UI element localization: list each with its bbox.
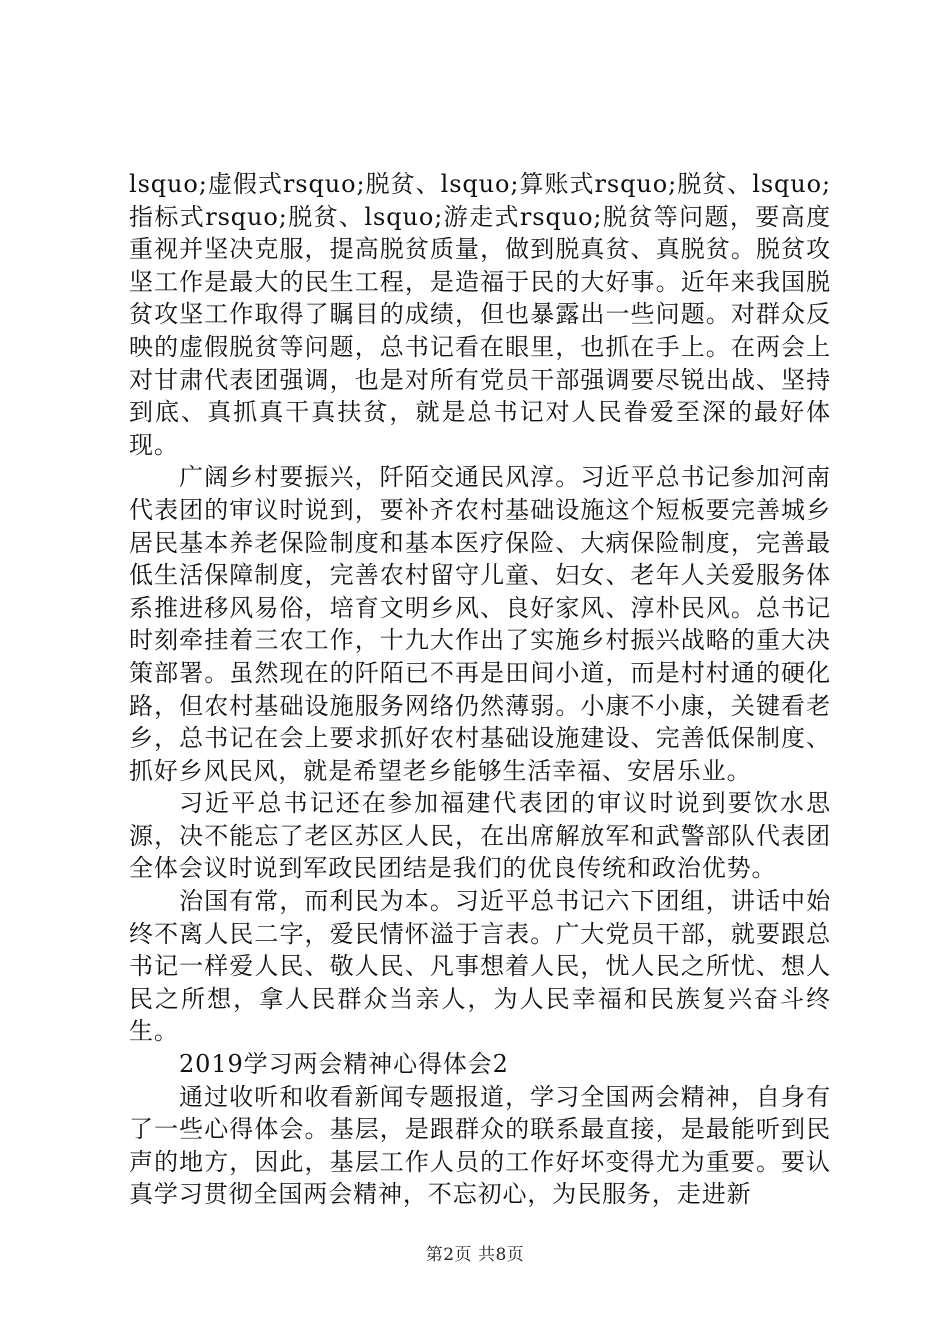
- document-body: [129, 168, 831, 1211]
- paragraph-rural-revitalization: 广阔乡村要振兴，阡陌交通民风淳。习近平总书记参加河南代表团的审议时说到，要补齐农村基础设施这个短板要完善城乡居民基本养老保险制度和基本医疗保险、大病保险制度，完善最低生活保障制度，完善农村留守儿童、妇女、老年人关爱服务体系推进移风易俗，培育文明乡风、良好家风、淳朴民风。总书记时刻牵挂着三农工作，十九大作出了实施乡村振兴战略的重大决策部署。虽然现在的阡陌已不再是田间小道，而是村村通的硬化路，但农村基础设施服务网络仍然薄弱。小康不小康，关键看老乡，总书记在会上要求抓好农村基础设施建设、完善低保制度、抓好乡风民风，就是希望老乡能够生活幸福、安居乐业。: [129, 463, 831, 785]
- paragraph-governance: 治国有常，而利民为本。习近平总书记六下团组，讲话中始终不离人民二字，爱民情怀溢于言表。广大党员干部，就要跟总书记一样爱人民、敬人民、凡事想着人民，忧人民之所忧、想人民之所想，拿人民群众当亲人，为人民幸福和民族复兴奋斗终生。: [129, 887, 831, 1046]
- paragraph-poverty-alleviation: lsquo;虚假式rsquo;脱贫、lsquo;算账式rsquo;脱贫、lsquo;指标式rsquo;脱贫、lsquo;游走式rsquo;脱贫等问题，要高度重视并坚决克服，提高脱贫质量，做到脱真贫、真脱贫。脱贫攻坚工作是最大的民生工程，是造福于民的大好事。近年来我国脱贫攻坚工作取得了瞩目的成绩，但也暴露出一些问题。对群众反映的虚假脱贫等问题，总书记看在眼里，也抓在手上。在两会上对甘肃代表团强调，也是对所有党员干部强调要尽锐出战、坚持到底、真抓真干真扶贫，就是总书记对人民眷爱至深的最好体现。: [129, 170, 831, 459]
- page-number-footer: 第2页 共8页: [425, 1245, 525, 1265]
- paragraph-grassroots: 通过收听和收看新闻专题报道，学习全国两会精神，自身有了一些心得体会。基层，是跟群众的联系最直接，是最能听到民声的地方，因此，基层工作人员的工作好坏变得尤为重要。要认真学习贯彻全国两会精神，不忘初心，为民服务，走进新: [129, 1082, 831, 1209]
- paragraph-fujian-delegation: 习近平总书记还在参加福建代表团的审议时说到要饮水思源，决不能忘了老区苏区人民，在出席解放军和武警部队代表团全体会议时说到军政民团结是我们的优良传统和政治优势。: [129, 789, 831, 883]
- section-heading: 2019学习两会精神心得体会2: [179, 1050, 509, 1079]
